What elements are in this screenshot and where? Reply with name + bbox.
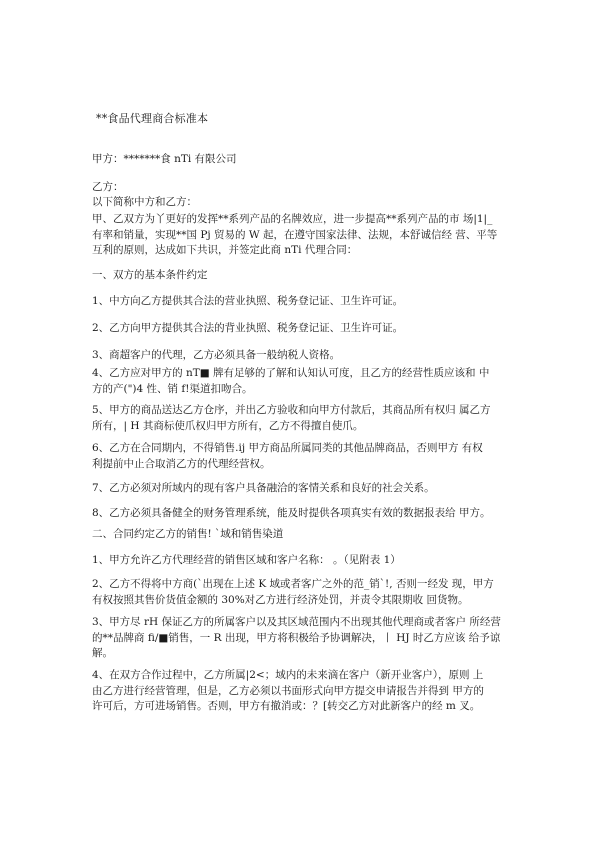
- clause-2-4: [92, 668, 512, 715]
- clause-line: 许可后，方可进场销售。否则，甲方有撤消或：？[转交乙方对此新客户的经 m 叉。: [92, 700, 481, 712]
- clause-line: 6、乙方在合同期内，不得销售.ij 甲方商品所属同类的其他品牌商品，否则甲方 有权: [92, 442, 483, 454]
- clause-line: 4、乙方应对甲方的 nT■ 牌有足够的了解和认知认可度，且乙方的经营性质应该和 中: [92, 367, 490, 379]
- intro-line: 甲、乙双方为丫更好的发挥**系列产品的名牌效应，进一步提高**系列产品的市 场|1|_: [92, 213, 493, 225]
- clause-line: 2、乙方向甲方提供其合法的背业执照、税务登记证、卫生许可证。: [92, 322, 404, 334]
- clause-line: 1、甲方允许乙方代理经营的销售区域和客户名称： 。（见附表 1）: [92, 554, 401, 566]
- clause-2-2: [92, 577, 512, 608]
- clause-line: 1、中方向乙方提供其合法的营业执照、税务登记证、卫生许可证。: [92, 295, 404, 307]
- clause-line: 4、在双方合作过程中，乙方所属|2<；域内的未来滴在客户（新开业客户），原则 上: [92, 669, 484, 681]
- clause-line: 方的产(")4 性、销 f!渠道扣吻合。: [92, 382, 253, 395]
- clause-line: 8、乙方必须具备健全的财务管理系统，能及时提供各项真实有效的数据报表给 甲方。: [92, 507, 491, 519]
- clause-1-4: [92, 366, 512, 397]
- clause-line: 3、商超客户的代理，乙方必须具备一般纳税人资格。: [92, 349, 341, 361]
- clause-line: 2、乙方不得将中方商(`出现在上述 K 域或者客广之外的范_销`!, 否则一经发 现，甲方: [92, 578, 494, 590]
- clause-line: 的**品牌商 fi/■销售，一 R 出现，甲方将积极给予协调解决，丨 HJ 时乙方应该 给予谅: [92, 631, 501, 644]
- clause-1-7: [92, 481, 512, 497]
- intro-paragraph: [92, 212, 512, 259]
- document-title: **食品代理商合标准本: [96, 112, 209, 125]
- section-heading-1: 一、双方的基本条件约定: [92, 269, 208, 281]
- party-b-line: 乙方：: [92, 181, 124, 193]
- clause-line: 解。: [92, 647, 113, 659]
- clause-1-3: [92, 348, 512, 364]
- clause-line: 3、甲方尽 rH 保证乙方的所属客户以及其区域范围内不出现其他代理商或者客户 所经营: [92, 616, 501, 628]
- clause-line: 5、甲方的商品送达乙方仓序，并出乙方验收和向甲方付款后，其商品所有权归 属乙方: [92, 404, 491, 416]
- clause-2-3: [92, 615, 512, 662]
- clause-line: 有权按照其售价货值金额的 30%对乙方进行经济处罚，并责令其限期收 回货物。: [92, 593, 469, 606]
- clause-line: 由乙方进行经营管理，但是，乙方必须以书面形式向甲方提交申请报告并得到 甲方的: [92, 684, 484, 697]
- intro-line: 互利的原则，达成如下共识，并签定此商 nTi 代理合同：: [92, 244, 358, 256]
- section-heading-2: 二、合同约定乙方的销售! `域和销售染道: [92, 528, 284, 540]
- clause-1-6: [92, 441, 512, 472]
- clause-line: 7、乙方必须对所域内的现有客户具备融洽的客情关系和良好的社会关系。: [92, 482, 435, 494]
- clause-1-1: [92, 294, 512, 310]
- abbreviation-line: 以下简称中方和乙方：: [92, 196, 197, 208]
- clause-line: 所有，| H 其商标使爪权归甲方所有，乙方不得擅自使爪。: [92, 419, 364, 432]
- clause-1-5: [92, 403, 512, 434]
- clause-1-2: [92, 321, 512, 337]
- party-a-line: 甲方：*******食 nTi 有限公司: [92, 153, 237, 165]
- clause-2-1: [92, 553, 512, 569]
- clause-line: 利提前中止合取消乙方的代理经营权。: [92, 457, 271, 470]
- intro-line: 有率和销量，实现**国 Pj 贸易的 W 起，在遵守国家法律、法规，本舒诚信经 营、平等: [92, 228, 498, 241]
- clause-1-8: [92, 506, 512, 522]
